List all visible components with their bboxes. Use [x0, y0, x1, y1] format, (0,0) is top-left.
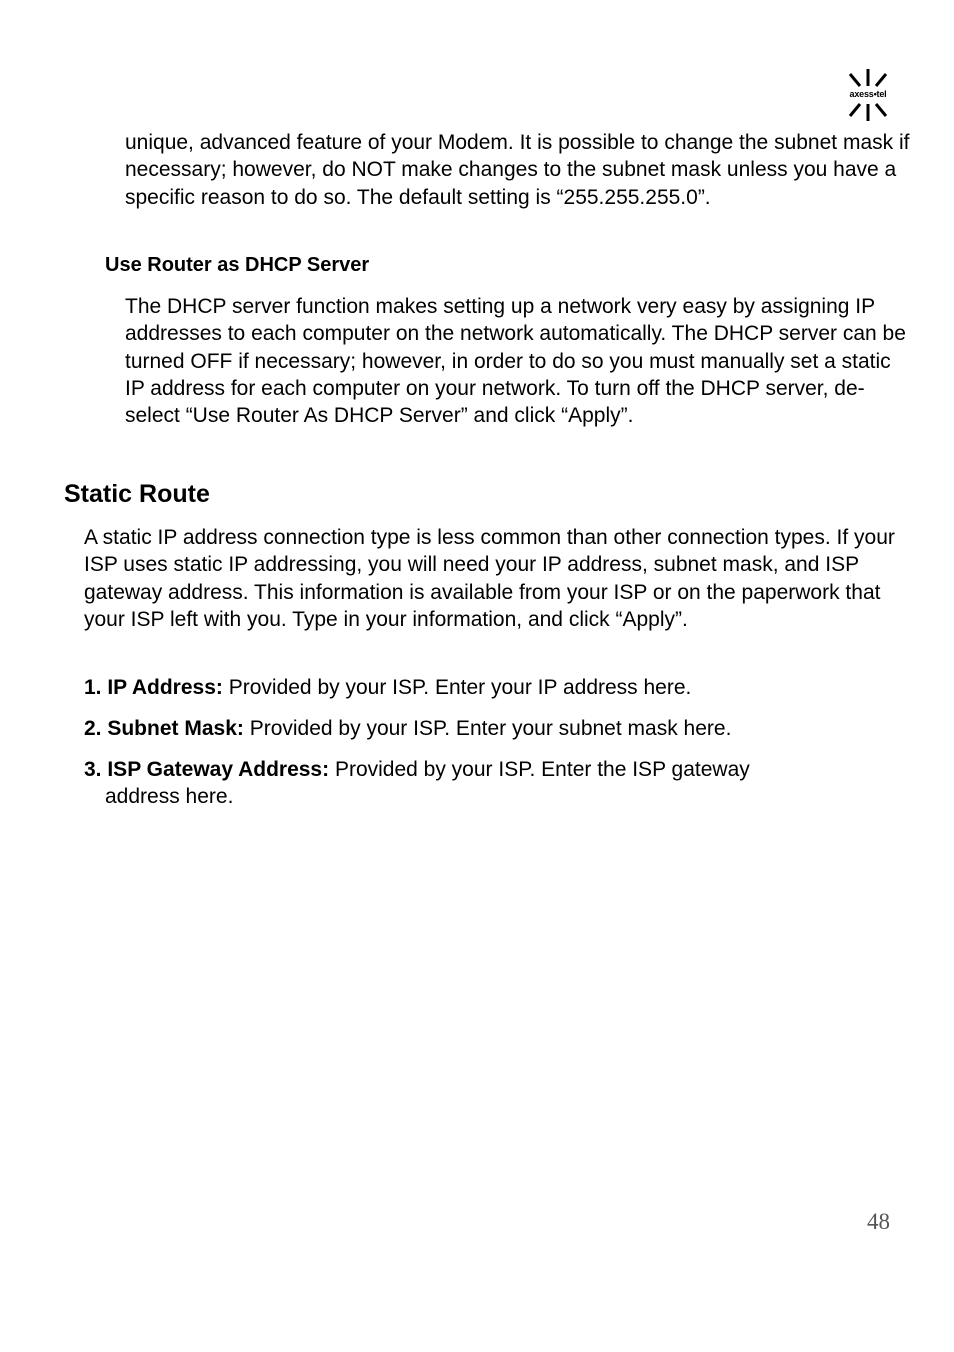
list-item-text: Provided by your ISP. Enter your IP address here. — [222, 676, 692, 699]
list-item-text: Provided by your ISP. Enter your subnet mask here. — [243, 717, 732, 740]
logo-wordmark: axess•tel — [840, 89, 896, 100]
dhcp-server-paragraph: The DHCP server function makes setting up a network very easy by assigning IP addresses to each computer on the network automatically. The DHCP server can be turned OFF if necessary; however, in order to do so you must manually set a static IP address for each computer on your network. To turn off the DHCP server, de-select “Use Router As DHCP Server” and click “Apply”. — [125, 295, 906, 428]
list-item-text: Provided by your ISP. Enter the ISP gateway — [329, 758, 750, 781]
list-item-ip-address — [84, 674, 914, 701]
dhcp-server-heading: Use Router as DHCP Server — [105, 254, 370, 276]
list-item-subnet-mask — [84, 715, 914, 742]
subnet-mask-paragraph: unique, advanced feature of your Modem. It is possible to change the subnet mask if necessary; however, do NOT make changes to the subnet mask unless you have a specific reason to do so. The default setting is “255.255.255.0”. — [125, 131, 910, 209]
static-route-paragraph: A static IP address connection type is less common than other connection types. If your ISP uses static IP addressing, you will need your IP address, subnet mask, and ISP gateway address. This information is available from your ISP or on the paperwork that your ISP left with you. Type in your information, and click “Apply”. — [84, 526, 895, 631]
list-item-isp-gateway — [84, 756, 914, 811]
list-item-label: 3. ISP Gateway Address: — [84, 758, 330, 781]
static-route-heading: Static Route — [64, 480, 210, 508]
list-item-continuation: address here. — [105, 785, 234, 809]
list-item-label: 1. IP Address: — [84, 676, 223, 699]
list-item-label: 2. Subnet Mask: — [84, 717, 244, 740]
page-number: 48 — [867, 1209, 890, 1234]
brand-logo — [838, 66, 898, 124]
